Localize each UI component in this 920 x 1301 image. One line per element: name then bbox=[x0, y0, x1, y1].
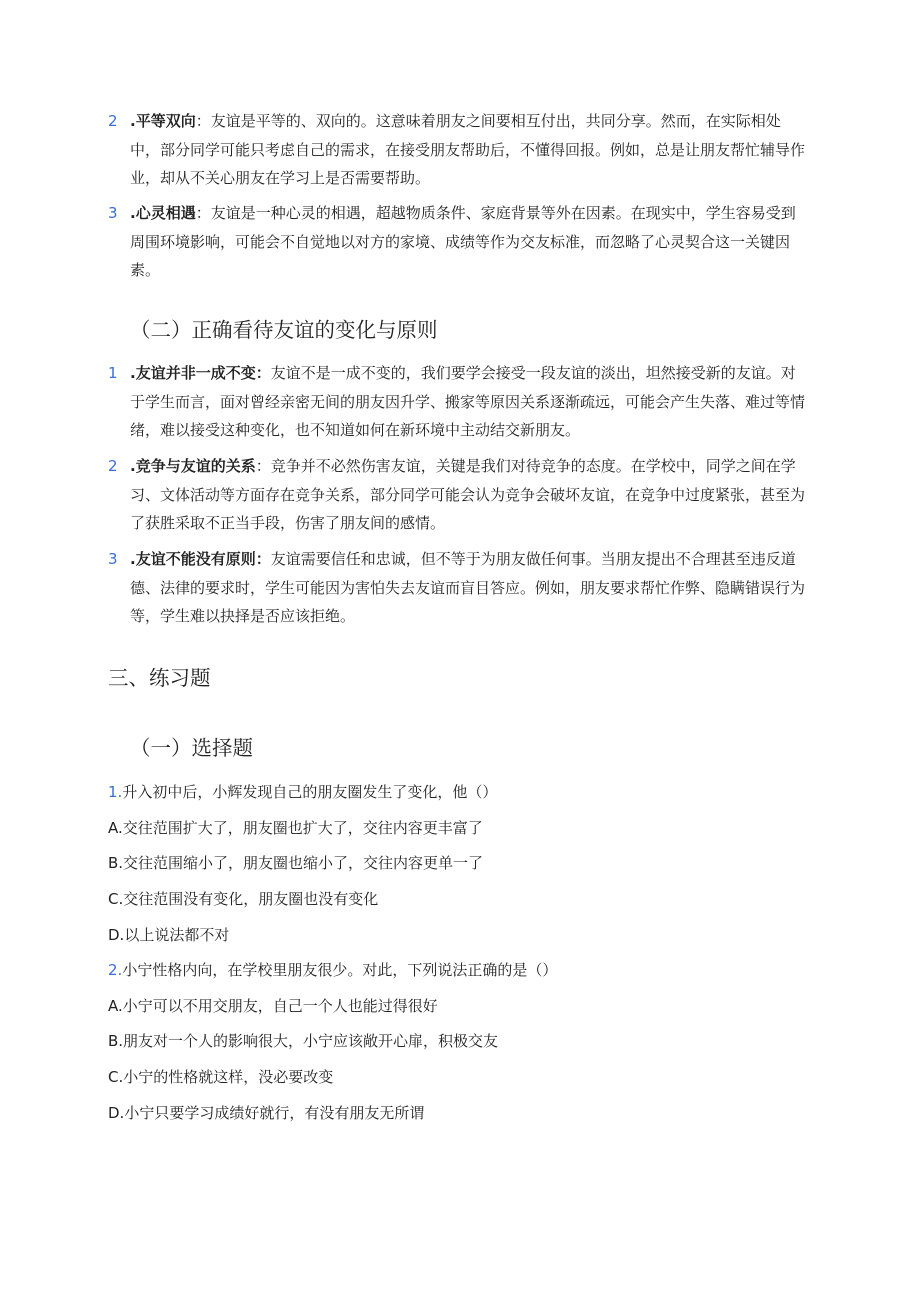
item-title: .友谊并非一成不变： bbox=[130, 364, 271, 382]
list-item bbox=[108, 359, 808, 445]
item-title: .心灵相遇 bbox=[130, 204, 196, 222]
item-body: 友谊是一种心灵的相遇，超越物质条件、家庭背景等外在因素。在现实中，学生容易受到周围环境影响，可能会不自觉地以对方的家境、成绩等作为交友标准，而忽略了心灵契合这一关键因素。 bbox=[130, 204, 796, 279]
item-number: 2 bbox=[108, 112, 118, 130]
option-d: D.以上说法都不对 bbox=[108, 926, 230, 944]
option-a: A.小宁可以不用交朋友，自己一个人也能过得很好 bbox=[108, 997, 438, 1015]
item-number: 1 bbox=[108, 364, 118, 382]
list-item bbox=[108, 545, 808, 631]
subsection-heading: （一）选择题 bbox=[130, 736, 253, 760]
question-stem: 1.升入初中后，小辉发现自己的朋友圈发生了变化，他（） bbox=[108, 783, 498, 801]
item-title: .竞争与友谊的关系 bbox=[130, 457, 256, 475]
option-b: B.朋友对一个人的影响很大，小宁应该敞开心扉，积极交友 bbox=[108, 1032, 499, 1050]
item-number: 2 bbox=[108, 457, 118, 475]
question-number: 1. bbox=[108, 783, 123, 801]
item-body: 友谊不是一成不变的，我们要学会接受一段友谊的淡出，坦然接受新的友谊。对于学生而言，面对曾经亲密无间的朋友因升学、搬家等原因关系逐渐疏远，可能会产生失落、难过等情绪，难以接受这种变化，也不知道如何在新环境中主动结交新朋友。 bbox=[130, 364, 806, 439]
list-item: 2 .竞争与友谊的关系：竞争并不必然伤害友谊，关键是我们对待竞争的态度。在学校中，同学之间在学习、文体活动等方面存在竞争关系，部分同学可能会认为竞争会破坏友谊，在竞争中过度紧张，甚至为了获胜采取不正当手段，伤害了朋友间的感情。 bbox=[108, 452, 808, 538]
option-a: A.交往范围扩大了，朋友圈也扩大了，交往内容更丰富了 bbox=[108, 819, 483, 837]
item-body: 竞争并不必然伤害友谊，关键是我们对待竞争的态度。在学校中，同学之间在学习、文体活动等方面存在竞争关系，部分同学可能会认为竞争会破坏友谊，在竞争中过度紧张，甚至为了获胜采取不正当手段，伤害了朋友间的感情。 bbox=[130, 457, 806, 532]
option-b: B.交往范围缩小了，朋友圈也缩小了，交往内容更单一了 bbox=[108, 854, 484, 872]
section-heading: 三、练习题 bbox=[108, 666, 211, 690]
list-item: 2 .平等双向：友谊是平等的、双向的。这意味着朋友之间要相互付出，共同分享。然而，在实际相处中，部分同学可能只考虑自己的需求，在接受朋友帮助后，不懂得回报。例如，总是让朋友帮忙辅导作业，却从不关心朋友在学习上是否需要帮助。 bbox=[108, 107, 808, 193]
question-stem: 2.小宁性格内向，在学校里朋友很少。对此，下列说法正确的是（） bbox=[108, 961, 558, 979]
item-title: .平等双向 bbox=[130, 112, 196, 130]
section-heading: （二）正确看待友谊的变化与原则 bbox=[130, 318, 438, 342]
item-title: .友谊不能没有原则： bbox=[130, 550, 271, 568]
question-number: 2. bbox=[108, 961, 123, 979]
list-item: 3 .心灵相遇：友谊是一种心灵的相遇，超越物质条件、家庭背景等外在因素。在现实中，学生容易受到周围环境影响，可能会不自觉地以对方的家境、成绩等作为交友标准，而忽略了心灵契合这一关键因素。 bbox=[108, 199, 808, 285]
option-c: C.交往范围没有变化，朋友圈也没有变化 bbox=[108, 890, 379, 908]
item-body: 友谊是平等的、双向的。这意味着朋友之间要相互付出，共同分享。然而，在实际相处中，部分同学可能只考虑自己的需求，在接受朋友帮助后，不懂得回报。例如，总是让朋友帮忙辅导作业，却从不关心朋友在学习上是否需要帮助。 bbox=[130, 112, 806, 187]
item-number: 3 bbox=[108, 550, 118, 568]
option-c: C.小宁的性格就这样，没必要改变 bbox=[108, 1068, 334, 1086]
item-body: 友谊需要信任和忠诚，但不等于为朋友做任何事。当朋友提出不合理甚至违反道德、法律的要求时，学生可能因为害怕失去友谊而盲目答应。例如，朋友要求帮忙作弊、隐瞒错误行为等，学生难以抉择是否应该拒绝。 bbox=[130, 550, 806, 625]
option-d: D.小宁只要学习成绩好就行，有没有朋友无所谓 bbox=[108, 1104, 425, 1122]
item-number: 3 bbox=[108, 204, 118, 222]
